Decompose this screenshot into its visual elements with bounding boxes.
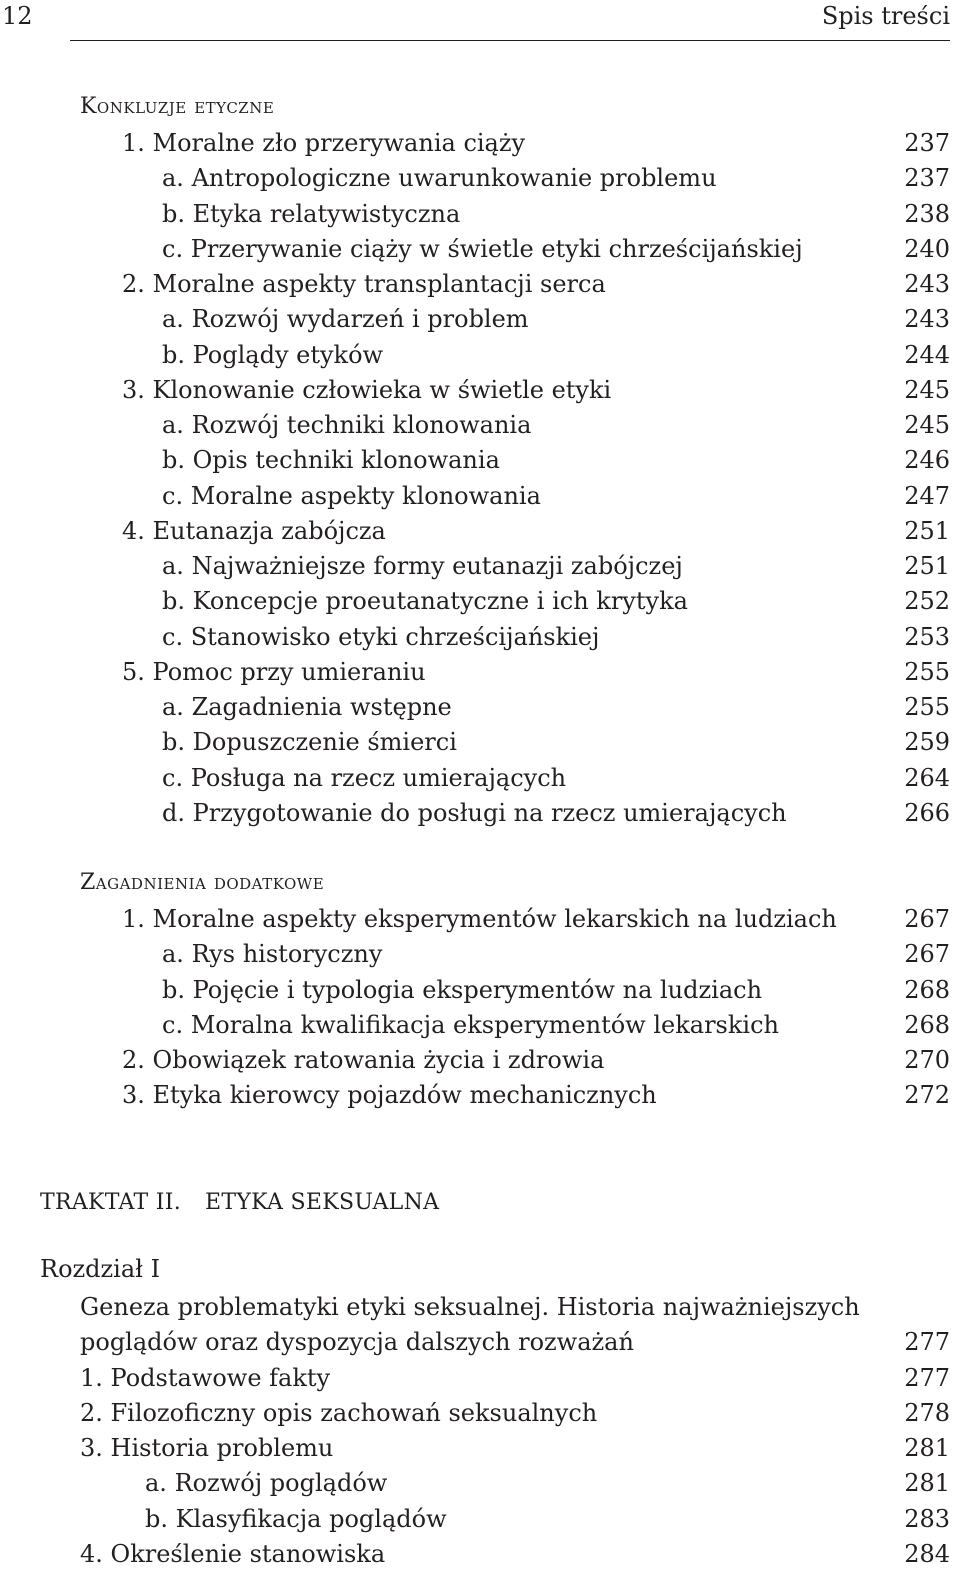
toc-entry bbox=[0, 197, 960, 232]
toc-entry bbox=[0, 443, 960, 478]
toc-entry bbox=[0, 725, 960, 760]
toc-entry bbox=[0, 973, 960, 1008]
toc-entry-title: 2. Moralne aspekty transplantacji serca bbox=[122, 270, 606, 298]
toc-entry-title: a. Antropologiczne uwarunkowanie problemu bbox=[162, 164, 717, 193]
toc-entry-title: c. Przerywanie ciąży w świetle etyki chrześcijańskiej bbox=[162, 234, 803, 263]
toc-entry-page-number: 243 bbox=[904, 305, 950, 334]
toc-entry bbox=[0, 408, 960, 443]
toc-entry-page-number: 253 bbox=[904, 622, 950, 651]
toc-entry bbox=[0, 902, 960, 937]
toc-entry bbox=[0, 584, 960, 619]
toc-entry-page-number: 266 bbox=[904, 798, 950, 827]
toc-entry bbox=[0, 126, 960, 161]
toc-entry-title: poglądów oraz dyspozycja dalszych rozważań bbox=[80, 1328, 634, 1357]
toc-entry bbox=[0, 1008, 960, 1043]
treatise-title: ETYKA SEKSUALNA bbox=[205, 1190, 440, 1215]
toc-entry-title: 1. Moralne zło przerywania ciąży bbox=[122, 129, 526, 157]
toc-entry bbox=[0, 232, 960, 267]
toc-entry-title: b. Etyka relatywistyczna bbox=[162, 199, 461, 228]
toc-entry-title: b. Pojęcie i typologia eksperymentów na ludziach bbox=[162, 975, 763, 1004]
page-header bbox=[0, 0, 960, 42]
toc-entry bbox=[0, 796, 960, 831]
toc-entry-page-number: 278 bbox=[904, 1398, 950, 1427]
toc-entry-page-number: 244 bbox=[904, 340, 950, 369]
toc-entry-page-number: 243 bbox=[904, 270, 950, 298]
toc-entry-page-number: 246 bbox=[904, 446, 950, 475]
toc-entry-title: c. Posługa na rzecz umierających bbox=[162, 763, 567, 792]
toc-entry-title: a. Rys historyczny bbox=[162, 940, 383, 969]
toc-entry-title: c. Moralne aspekty klonowania bbox=[162, 481, 541, 510]
toc-entry-page-number: 272 bbox=[904, 1081, 950, 1110]
toc-entry-page-number: 283 bbox=[904, 1504, 950, 1533]
toc-entry bbox=[0, 1502, 960, 1537]
toc-entry-page-number: 268 bbox=[904, 975, 950, 1004]
toc-entry bbox=[0, 1078, 960, 1113]
toc-entry-page-number: 238 bbox=[904, 199, 950, 228]
toc-entry-page-number: 252 bbox=[904, 587, 950, 616]
toc-entry bbox=[0, 1431, 960, 1466]
section-heading: Konkluzje etyczne bbox=[80, 94, 275, 119]
toc-entry-page-number: 281 bbox=[904, 1434, 950, 1462]
toc-entry-page-number: 255 bbox=[904, 693, 950, 721]
toc-entry-title: 3. Etyka kierowcy pojazdów mechanicznych bbox=[122, 1081, 657, 1110]
page-number: 12 bbox=[2, 2, 33, 30]
toc-entry-page-number: 247 bbox=[904, 481, 950, 510]
toc-entry-title: c. Stanowisko etyki chrześcijańskiej bbox=[162, 622, 600, 651]
toc-entry-page-number: 255 bbox=[904, 657, 950, 686]
toc-entry-title: 3. Klonowanie człowieka w świetle etyki bbox=[122, 375, 612, 404]
toc-entry-title: 2. Obowiązek ratowania życia i zdrowia bbox=[122, 1046, 605, 1074]
toc-entry bbox=[0, 302, 960, 337]
header-rule bbox=[70, 40, 950, 41]
toc-entry bbox=[0, 1361, 960, 1396]
toc-entry-page-number: 240 bbox=[904, 234, 950, 263]
toc-entry-title: 3. Historia problemu bbox=[80, 1434, 334, 1462]
toc-entry-title: 4. Eutanazja zabójcza bbox=[122, 516, 386, 545]
toc-entry bbox=[0, 655, 960, 690]
toc-entry-title: b. Opis techniki klonowania bbox=[162, 446, 500, 475]
toc-entry bbox=[0, 338, 960, 373]
toc-entry bbox=[0, 549, 960, 584]
toc-entry bbox=[0, 1396, 960, 1431]
toc-entry bbox=[0, 373, 960, 408]
toc-entry bbox=[0, 1290, 960, 1325]
section-heading: Zagadnienia dodatkowe bbox=[80, 870, 325, 895]
toc-entry-title: 1. Podstawowe fakty bbox=[80, 1363, 331, 1392]
toc-entry-page-number: 245 bbox=[904, 375, 950, 404]
toc-entry-page-number: 259 bbox=[904, 728, 950, 757]
toc-entry-page-number: 268 bbox=[904, 1010, 950, 1039]
toc-entry-page-number: 251 bbox=[904, 516, 950, 545]
toc-entry-page-number: 277 bbox=[904, 1363, 950, 1392]
toc-entry bbox=[0, 690, 960, 725]
toc-entry bbox=[0, 514, 960, 549]
toc-entry bbox=[0, 1325, 960, 1360]
toc-entry-page-number: 237 bbox=[904, 129, 950, 157]
toc-entry-page-number: 251 bbox=[904, 552, 950, 580]
toc-entry-page-number: 277 bbox=[904, 1328, 950, 1357]
toc-entry-page-number: 284 bbox=[904, 1539, 950, 1568]
treatise-number: TRAKTAT II. bbox=[40, 1190, 182, 1215]
toc-entry bbox=[0, 620, 960, 655]
toc-entry-page-number: 267 bbox=[904, 905, 950, 933]
toc-entry-title: a. Rozwój techniki klonowania bbox=[162, 411, 532, 439]
toc-entry-page-number: 270 bbox=[904, 1046, 950, 1074]
toc-entry bbox=[0, 1466, 960, 1501]
toc-entry-title: 4. Określenie stanowiska bbox=[80, 1539, 386, 1568]
running-title: Spis treści bbox=[821, 2, 950, 30]
toc-entry-title: c. Moralna kwalifikacja eksperymentów lekarskich bbox=[162, 1010, 779, 1039]
toc-entry-title: b. Klasyfikacja poglądów bbox=[145, 1504, 447, 1533]
toc-entry-title: b. Dopuszczenie śmierci bbox=[162, 728, 457, 757]
toc-entry-title: a. Rozwój wydarzeń i problem bbox=[162, 305, 529, 334]
toc-entry bbox=[0, 1537, 960, 1572]
toc-entry-title: Geneza problematyki etyki seksualnej. Historia najważniejszych bbox=[80, 1293, 860, 1321]
toc-entry bbox=[0, 267, 960, 302]
toc-entry bbox=[0, 1043, 960, 1078]
toc-entry-title: a. Najważniejsze formy eutanazji zabójczej bbox=[162, 552, 683, 580]
toc-entry-page-number: 264 bbox=[904, 763, 950, 792]
toc-entry bbox=[0, 937, 960, 972]
toc-entry-page-number: 281 bbox=[904, 1469, 950, 1498]
toc-entry-title: a. Rozwój poglądów bbox=[145, 1469, 388, 1498]
toc-entry-title: a. Zagadnienia wstępne bbox=[162, 693, 452, 721]
toc-entry-title: 5. Pomoc przy umieraniu bbox=[122, 657, 426, 686]
toc-entry bbox=[0, 479, 960, 514]
toc-entry-page-number: 267 bbox=[904, 940, 950, 969]
toc-entry-title: b. Koncepcje proeutanatyczne i ich krytyka bbox=[162, 587, 688, 616]
toc-entry-title: d. Przygotowanie do posługi na rzecz umierających bbox=[162, 798, 787, 827]
chapter-title: Rozdział I bbox=[40, 1255, 161, 1283]
toc-entry-page-number: 245 bbox=[904, 411, 950, 439]
toc-entry-page-number: 237 bbox=[904, 164, 950, 193]
toc-entry bbox=[0, 161, 960, 196]
toc-entry-title: b. Poglądy etyków bbox=[162, 340, 384, 369]
toc-entry-title: 1. Moralne aspekty eksperymentów lekarskich na ludziach bbox=[122, 905, 837, 933]
toc-entry-title: 2. Filozoficzny opis zachowań seksualnych bbox=[80, 1398, 598, 1427]
toc-entry bbox=[0, 761, 960, 796]
